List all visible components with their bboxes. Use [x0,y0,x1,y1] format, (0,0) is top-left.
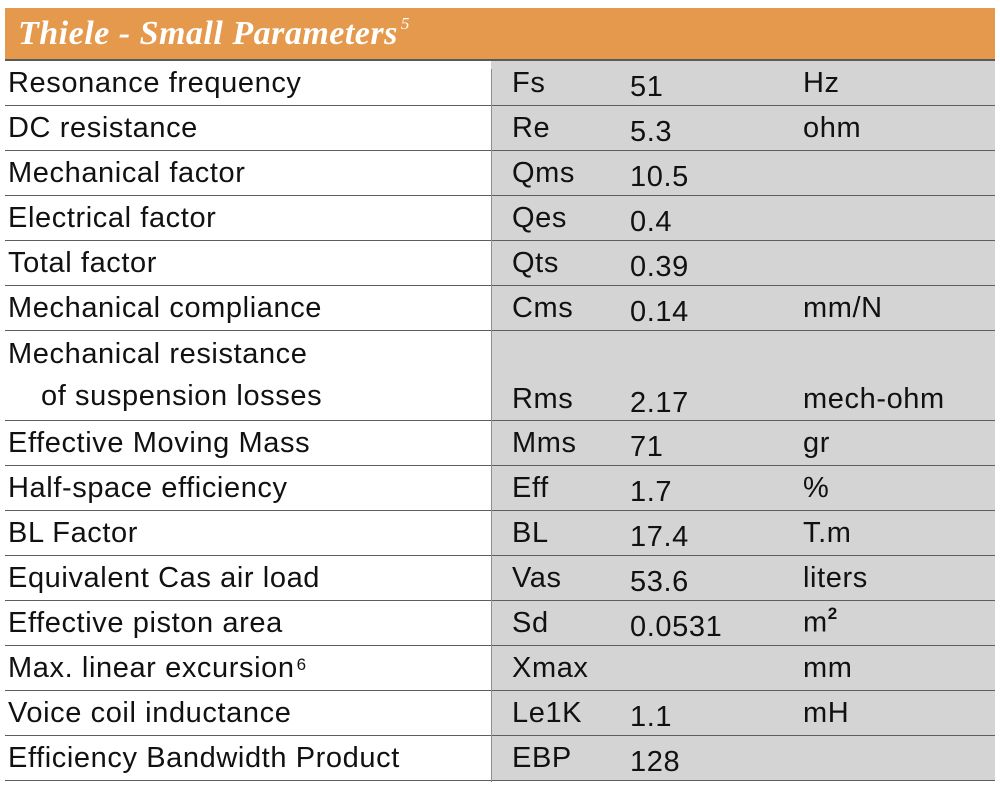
param-unit: T.m [803,516,852,549]
table-row-resonance-frequency [5,61,995,106]
param-value: 17.4 [630,520,689,553]
param-label: Effective Moving Mass [5,421,491,465]
column-divider [491,69,492,782]
table-row-ebp [5,736,995,781]
param-label: Voice coil inductance [5,691,491,735]
param-symbol: Qes [512,201,567,234]
param-label: Max. linear excursion 6 [5,646,491,690]
param-label: BL Factor [5,511,491,555]
param-value: 0.4 [630,205,673,238]
param-label: Mechanical factor [5,151,491,195]
param-value: 0.0531 [630,610,723,643]
param-unit: gr [803,426,830,459]
param-unit: mH [803,696,850,729]
param-label: Efficiency Bandwidth Product [5,736,491,780]
param-unit: mm/N [803,291,883,324]
param-value: 0.14 [630,295,689,328]
param-symbol: Fs [512,66,546,99]
param-unit: $m^2$ [803,604,838,639]
param-value: 51 [630,70,664,103]
param-symbol: Qts [512,246,559,279]
param-value: 71 [630,430,664,463]
param-unit: mm [803,651,853,684]
table-row-equivalent-air-load [5,556,995,601]
param-value: 0.39 [630,250,689,283]
param-value: 1.7 [630,475,673,508]
param-symbol: Re [512,111,551,144]
param-symbol: Sd [512,606,549,639]
title-footnote-marker: 5 [400,14,410,34]
table-row-max-linear-excursion [5,646,995,691]
table-row-piston-area [5,601,995,646]
param-label: Mechanical compliance [5,286,491,330]
param-unit: mech-ohm [803,383,945,415]
param-label-line2: of suspension losses [41,380,323,413]
label-footnote-marker: 6 [296,655,307,674]
ts-parameters-table [5,8,995,781]
param-value: 128 [630,745,681,778]
param-symbol: BL [512,516,549,549]
table-row-electrical-factor [5,196,995,241]
param-unit: ohm [803,111,862,144]
unit-superscript: 2 [827,604,838,624]
param-label: Half-space efficiency [5,466,491,510]
table-body [5,61,995,781]
table-row-effective-moving-mass [5,421,995,466]
param-unit: % [803,471,830,504]
param-symbol: Le1K [512,696,583,729]
param-symbol: Eff [512,471,549,504]
param-label-line1: Mechanical resistance [8,337,308,370]
param-label: Total factor [5,241,491,285]
table-row-mechanical-compliance [5,286,995,331]
param-unit: Hz [803,66,840,99]
param-symbol: EBP [512,741,572,774]
param-unit: liters [803,561,868,594]
param-symbol: Vas [512,561,562,594]
param-label: Electrical factor [5,196,491,240]
table-row-total-factor [5,241,995,286]
table-row-half-space-efficiency [5,466,995,511]
table-row-mechanical-resistance [5,331,995,421]
param-symbol: Xmax [512,651,589,684]
table-row-bl-factor [5,511,995,556]
param-symbol: Qms [512,156,576,189]
param-label: Effective piston area [5,601,491,645]
table-row-voice-coil-inductance [5,691,995,736]
table-title: Thiele - Small Parameters $^5$ [18,14,410,52]
param-label: Resonance frequency [5,61,491,105]
param-value: 2.17 [630,387,689,419]
table-header-bar [5,8,995,61]
param-label: DC resistance [5,106,491,150]
table-row-mechanical-factor [5,151,995,196]
param-value: 53.6 [630,565,689,598]
table-row-dc-resistance [5,106,995,151]
param-value: 5.3 [630,115,673,148]
param-label: Equivalent Cas air load [5,556,491,600]
param-symbol: Rms [512,383,574,415]
param-label [5,331,491,420]
param-value: 1.1 [630,700,673,733]
param-symbol: Mms [512,426,577,459]
param-symbol: Cms [512,291,574,324]
param-value: 10.5 [630,160,689,193]
